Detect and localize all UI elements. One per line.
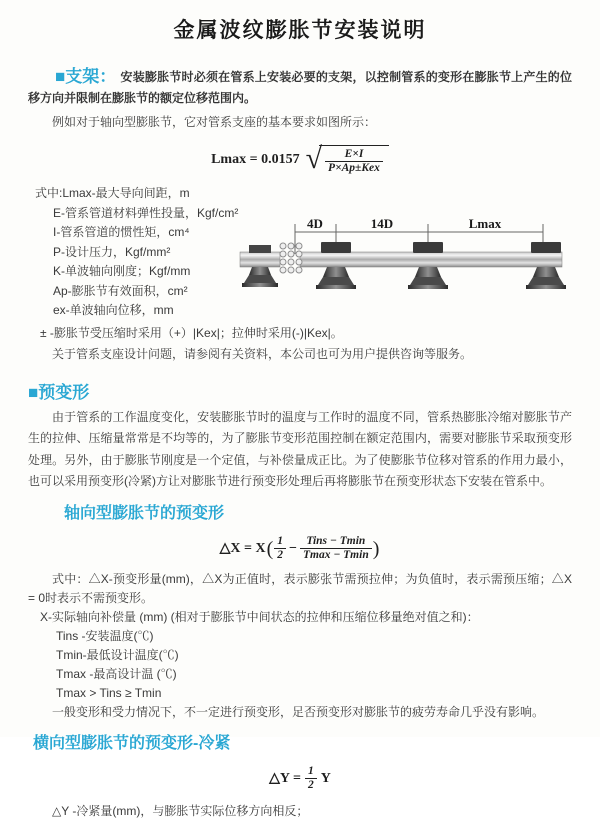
lateral-note: △Y -冷紧量(mm)，与膨胀节实际位移方向相反； bbox=[52, 803, 309, 818]
close-paren: ) bbox=[372, 537, 380, 560]
definition-line: 式中:Lmax-最大导向间距，m bbox=[35, 186, 190, 200]
lmax-formula-prefix: Lmax = 0.0157 bbox=[211, 152, 300, 167]
axial-note-line: 式中：△X-预变形量(mm)，△X为正值时，表示膨张节需预拉伸；为负值时，表示需预压缩；△X = 0时表示不需预变形。 bbox=[28, 571, 572, 605]
open-paren: ( bbox=[266, 537, 274, 560]
bellows-coils bbox=[280, 243, 302, 273]
support-example-line: 例如对于轴向型膨胀节，它对管系支座的基本要求如图所示： bbox=[52, 115, 377, 129]
pipe-support-diagram bbox=[238, 214, 598, 314]
lmax-formula-denominator: P×Ap±Kex bbox=[325, 161, 383, 175]
axial-notes bbox=[28, 570, 572, 722]
pipe bbox=[300, 252, 562, 267]
axial-formula-prefix: △X = X bbox=[219, 541, 266, 556]
lateral-predeform-heading: 横向型膨胀节的预变形-冷紧 bbox=[33, 734, 231, 752]
lmax-formula-numerator: E×I bbox=[344, 147, 364, 160]
temperature-fraction: $\frac{\text{Tins − Tmin}}{Tmax - Tmin}$ bbox=[300, 535, 372, 562]
axial-note-line: Tins -安装温度(℃) bbox=[56, 628, 154, 643]
dim-label-lmax: Lmax bbox=[468, 216, 502, 231]
half-fraction: $\frac{1}{2}$ bbox=[305, 765, 317, 792]
sign-note: ± -膨胀节受压缩时采用（+）|Kex|；拉伸时采用(-)|Kex|。 bbox=[40, 325, 343, 340]
definition-line: K-单波轴向刚度；Kgf/mm bbox=[53, 264, 191, 278]
definition-line: Ap-膨胀节有效面积，cm² bbox=[53, 283, 188, 298]
dim-label-4d: 4D bbox=[307, 216, 323, 231]
support-section-header: ■支架： bbox=[55, 67, 117, 86]
axial-note-line: X-实际轴向补偿量 (mm) (相对于膨胀节中间状态的拉伸和压缩位移量绝对值之和)： bbox=[40, 609, 479, 624]
definition-line: I-管系管道的惯性矩，cm⁴ bbox=[53, 225, 190, 239]
support-intro-paragraph bbox=[28, 65, 572, 109]
minus-operator: − bbox=[288, 540, 297, 556]
dim-label-14d: 14D bbox=[370, 216, 394, 231]
definitions-and-diagram bbox=[28, 184, 572, 365]
predeform-paragraph: 由于管系的工作温度变化，安装膨胀节时的温度与工作时的温度不同，管系热膨胀冷缩对膨胀节产生的拉伸、压缩量常常是不均等的，为了膨胀节变形范围控制在额定范围内，需要对膨胀节采取预变形处理。另外，由于膨胀节刚度是一个定值，与补偿量成正比。为了使膨胀节位移对管系的作用力最小，也可以采用预变形(冷紧)方让对膨胀节进行预变形处理后再将膨胀节在预变形状态下安装在管系中。 bbox=[28, 409, 572, 488]
definition-line: P-设计压力，Kgf/mm² bbox=[53, 244, 171, 259]
lateral-formula-prefix: △Y = bbox=[269, 771, 301, 786]
page-title: 金属波纹膨胀节安装说明 bbox=[173, 19, 427, 42]
sqrt-radical bbox=[305, 141, 389, 175]
pipe-stub bbox=[240, 252, 280, 267]
lateral-formula bbox=[28, 764, 572, 794]
definition-line: E-管系管道材料弹性投量，Kgf/cm² bbox=[53, 205, 239, 220]
lateral-formula-suffix: Y bbox=[320, 770, 331, 786]
lmax-formula bbox=[28, 142, 572, 178]
axial-note-line: Tmin-最低设计温度(℃) bbox=[56, 647, 179, 662]
sqrt-sign-glyph: √ bbox=[305, 141, 323, 175]
axial-note-line: Tmax > Tins ≥ Tmin bbox=[56, 685, 162, 700]
predeform-section-header: ■预变形 bbox=[28, 382, 90, 402]
axial-formula bbox=[28, 532, 572, 566]
axial-predeform-heading: 轴向型膨胀节的预变形 bbox=[64, 504, 225, 522]
axial-note-line: Tmax -最高设计温 (℃) bbox=[56, 666, 177, 681]
axial-note-line: 一般变形和受力情况下，不一定进行预变形，足否预变形对膨胀节的疲劳寿命几乎没有影响。 bbox=[52, 704, 545, 719]
definition-line: ex-单波轴向位移，mm bbox=[53, 303, 174, 317]
support-intro-text: 安装膨胀节时必须在管系上安装必要的支架，以控制管系的变形在膨胀节上产生的位移方向并限制在膨胀节的额定位移范围内。 bbox=[28, 70, 572, 105]
consult-note: 关于管系支座设计问题，请参阅有关资料，本公司也可为用户提供咨询等服务。 bbox=[52, 346, 473, 361]
half-fraction: $\frac{1}{2}$ bbox=[274, 535, 286, 562]
